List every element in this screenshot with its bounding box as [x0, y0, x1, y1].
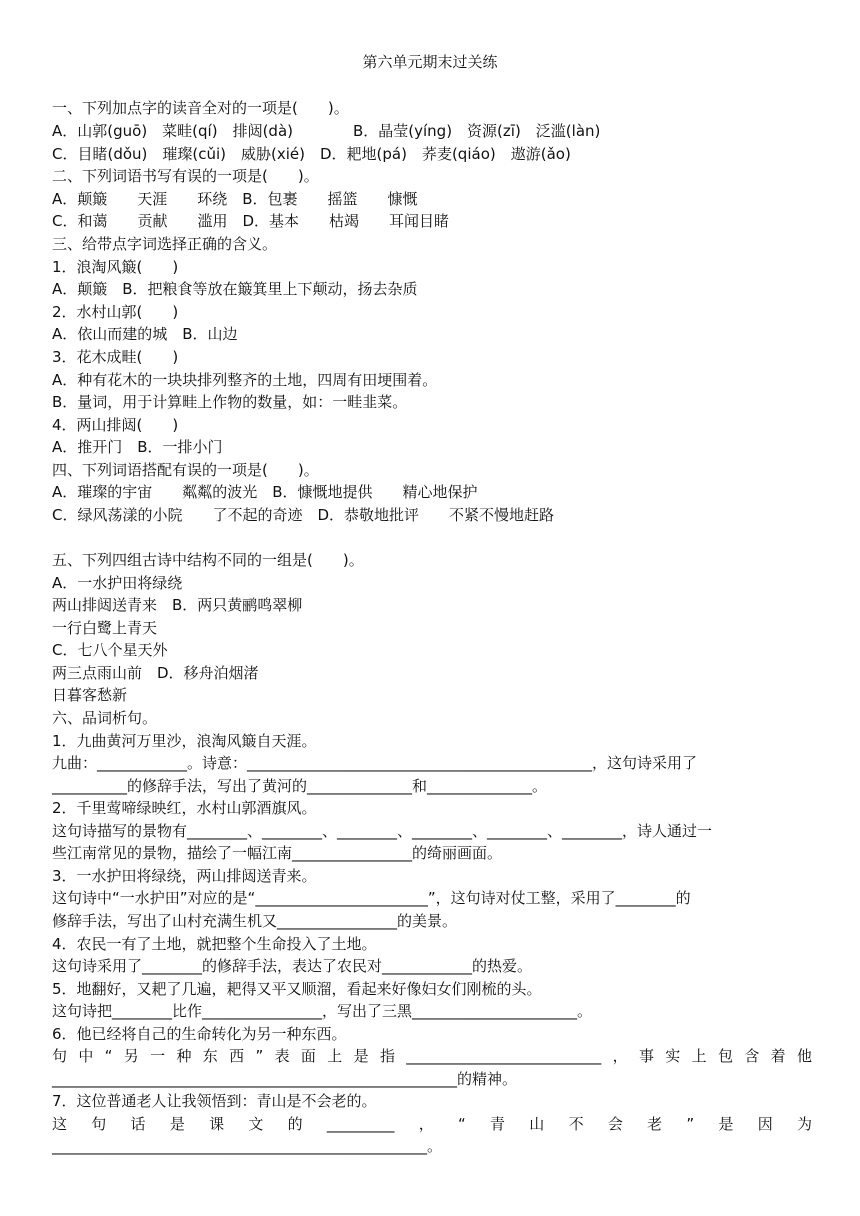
q6-stem: 六、品词析句。: [52, 709, 158, 727]
q3-item-2: 2．水村山郭( ): [52, 303, 179, 321]
q5-option-d-line2: 日暮客愁新: [52, 686, 128, 704]
q4-stem: 四、下列词语搭配有误的一项是( )。: [52, 461, 319, 479]
q3-item-4-options: A．推开门 B．一排小门: [52, 438, 223, 456]
q1-stem: 一、下列加点字的读音全对的一项是( )。: [52, 99, 349, 117]
q5-option-a-line2: 两山排闼送青来 B．两只黄鹂鸣翠柳: [52, 596, 303, 614]
q6-item-2: 2．千里莺啼绿映红，水村山郭酒旗风。: [52, 799, 317, 817]
q3-item-4: 4．两山排闼( ): [52, 416, 179, 434]
q4-options-ab: A．璀璨的宇宙 粼粼的波光 B．慷慨地提供 精心地保护: [52, 483, 478, 501]
q6-item-3: 3．一水护田将绿绕，两山排闼送青来。: [52, 867, 317, 885]
q3-item-2-options: A．依山而建的城 B．山边: [52, 325, 238, 343]
q6-item-2-blank-line2: 些江南常见的景物，描绘了一幅江南________________的绮丽画面。: [52, 844, 503, 862]
q6-item-3-blank-line2: 修辞手法，写出了山村充满生机又________________的美景。: [52, 912, 458, 930]
q3-item-3: 3．花木成畦( ): [52, 348, 179, 366]
q6-item-3-blank-line1: 这句诗中“一水护田”对应的是“_______________________”，这句诗对仗工整，采用了________的: [52, 889, 691, 907]
q6-item-7-blank-line1: 这句话是课文的_________，“青山不会老”是因为: [52, 1115, 812, 1133]
q3-item-3-option-a: A．种有花木的一块块排列整齐的土地，四周有田埂围着。: [52, 371, 438, 389]
q5-option-c-line2: 两三点雨山前 D．移舟泊烟渚: [52, 664, 259, 682]
q6-item-7: 7．这位普通老人让我领悟到：青山是不会老的。: [52, 1092, 377, 1110]
q6-item-1-blank-line2: __________的修辞手法，写出了黄河的______________和______________。: [52, 777, 548, 795]
q5-option-c-line1: C．七八个星天外: [52, 641, 168, 659]
page-title: 第六单元期末过关练: [362, 53, 498, 71]
q6-item-1: 1．九曲黄河万里沙，浪淘风簸自天涯。: [52, 732, 317, 750]
q6-item-6-blank-line1: 句中“另一种东西”表面上是指__________________________，事实上包含着他: [52, 1047, 812, 1065]
q2-stem: 二、下列词语书写有误的一项是( )。: [52, 167, 319, 185]
q1-options-cd: C．目睹(dǒu) 璀璨(cǔi) 威胁(xié) D．耙地(pá) 荞麦(qiáo) 遨游(ǎo): [52, 145, 571, 163]
q6-item-4-blank: 这句诗采用了________的修辞手法，表达了农民对____________的热爱。: [52, 957, 533, 975]
q5-option-b-line2: 一行白鹭上青天: [52, 619, 158, 637]
q2-options-cd: C．和蔼 贡献 滥用 D．基本 枯竭 耳闻目睹: [52, 212, 450, 230]
q6-item-4: 4．农民一有了土地，就把整个生命投入了土地。: [52, 935, 377, 953]
q4-options-cd: C．绿风荡漾的小院 了不起的奇迹 D．恭敬地批评 不紧不慢地赶路: [52, 506, 555, 524]
q6-item-5: 5．地翻好，又耙了几遍，耙得又平又顺溜，看起来好像妇女们刚梳的头。: [52, 980, 542, 998]
q3-stem: 三、给带点字词选择正确的含义。: [52, 235, 278, 253]
q5-option-a-line1: A．一水护田将绿绕: [52, 574, 183, 592]
q3-item-1: 1．浪淘风簸( ): [52, 258, 179, 276]
q6-item-2-blank-line1: 这句诗描写的景物有________、________、________、________、________、________，诗人通过一: [52, 822, 713, 840]
q2-options-ab: A．颠簸 天涯 环绕 B．包裹 摇篮 慷慨: [52, 190, 418, 208]
q1-options-ab: A．山郭(guō) 菜畦(qí) 排闼(dà) B．晶莹(yíng) 资源(zī) 泛滥(làn): [52, 122, 601, 140]
q6-item-5-blank: 这句诗把________比作________________，写出了三黑______________________。: [52, 1002, 593, 1020]
q6-item-6-blank-line2: ______________________________________________________的精神。: [52, 1070, 518, 1088]
q6-item-6: 6．他已经将自己的生命转化为另一种东西。: [52, 1025, 347, 1043]
q6-item-1-blank-line1: 九曲：____________。诗意：______________________________________________，这句诗采用了: [52, 754, 698, 772]
q6-item-7-blank-line2: __________________________________________________。: [52, 1137, 443, 1155]
q3-item-1-options: A．颠簸 B．把粮食等放在簸箕里上下颠动，扬去杂质: [52, 280, 418, 298]
q5-stem: 五、下列四组古诗中结构不同的一组是( )。: [52, 551, 364, 569]
q3-item-3-option-b: B．量词，用于计算畦上作物的数量，如：一畦韭菜。: [52, 393, 408, 411]
